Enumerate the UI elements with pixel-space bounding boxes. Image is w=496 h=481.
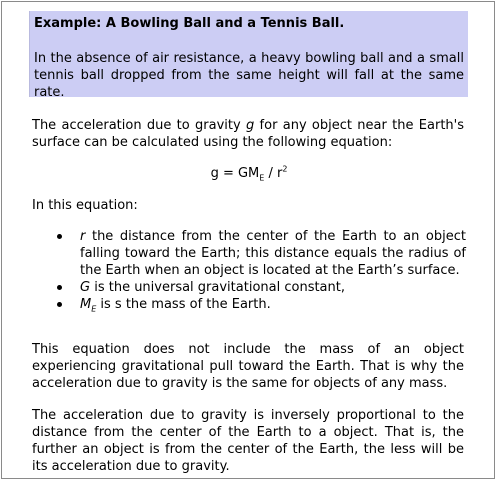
distance-paragraph: The acceleration due to gravity is inversely proportional to the distance from the center of the Earth to a object. That is, the further an object is from the center of the Earth, the less will be its acceleration due to gravity. — [32, 408, 464, 474]
example-text: In the absence of air resistance, a heavy bowling ball and a small tennis ball dropped from the same height will fall at the same rate. — [34, 51, 464, 100]
list-item-gravitational-constant — [80, 279, 466, 296]
intro-paragraph — [32, 117, 464, 151]
radius-description: the distance from the center of the Earth to an object falling toward the Earth; this distance equals the radius of the Earth when an object is located at the Earth’s surface. — [80, 229, 466, 278]
equation-lhs: g = GM — [210, 166, 260, 181]
earth-mass-description: is s the mass of the Earth. — [96, 297, 271, 312]
document-frame — [1, 1, 495, 479]
intro-text-start: The acceleration due to gravity — [32, 118, 246, 133]
equation-divider: / r — [264, 166, 283, 181]
earth-mass-symbol — [80, 297, 96, 312]
gravity-symbol: g — [245, 118, 255, 133]
radius-symbol: r — [80, 229, 86, 244]
example-box — [29, 11, 468, 100]
bullet-icon — [57, 285, 62, 290]
gravitational-constant-symbol: G — [80, 280, 91, 295]
mass-paragraph: This equation does not include the mass of an object experiencing gravitational pull toward the Earth. That is why the acceleration due to gravity is the same for objects of any mass. — [32, 342, 464, 391]
intro-text-end: for any object near the Earth's surface can be calculated using the following equation: — [32, 118, 464, 150]
list-item-earth-mass — [80, 296, 466, 313]
list-item-radius — [80, 228, 466, 279]
equation-r-exponent: 2 — [282, 164, 288, 174]
equation-earth-subscript: E — [259, 173, 265, 183]
in-this-equation-label: In this equation: — [32, 198, 138, 213]
earth-mass-letter: M — [80, 297, 92, 312]
bullet-icon — [57, 234, 62, 239]
equation-variable-list — [80, 228, 466, 313]
bullet-icon — [57, 302, 62, 307]
gravity-equation — [32, 165, 466, 182]
example-title: Example: A Bowling Ball and a Tennis Ball. — [34, 16, 345, 31]
gravitational-constant-description: is the universal gravitational constant, — [90, 280, 345, 295]
earth-mass-subscript: E — [91, 304, 97, 314]
